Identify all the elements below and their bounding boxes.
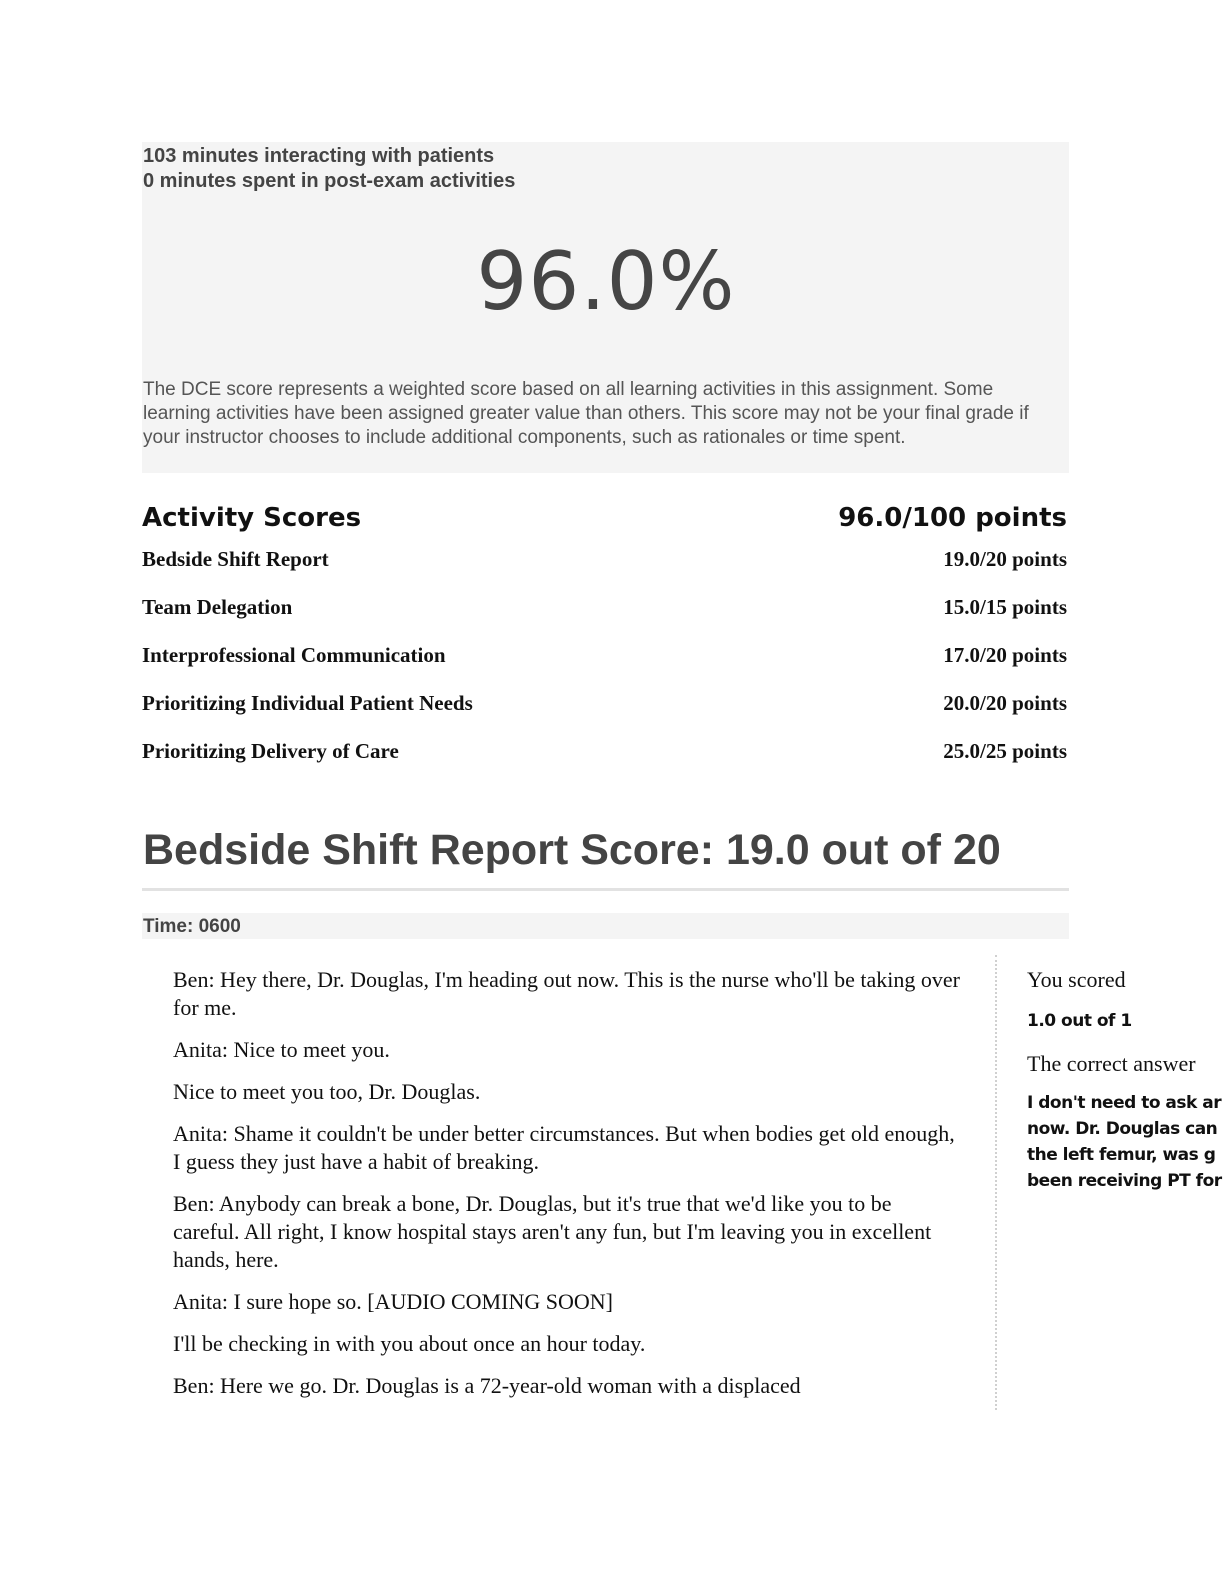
dialogue-line: Ben: Hey there, Dr. Douglas, I'm heading out now. This is the nurse who'll be taking over for me. <box>173 967 960 1020</box>
answer-feedback-panel <box>1027 966 1224 1194</box>
dialogue-line: Anita: Nice to meet you. <box>173 1037 390 1062</box>
activity-points: 19.0/20 points <box>943 547 1067 571</box>
activity-label: Bedside Shift Report <box>142 547 329 571</box>
dialogue-transcript <box>173 966 963 1414</box>
activity-row <box>142 689 1067 717</box>
time-interacting-text: 103 minutes interacting with patients <box>143 145 495 167</box>
dialogue-line: Ben: Here we go. Dr. Douglas is a 72-year-old woman with a displaced <box>173 1373 801 1398</box>
time-label: Time: 0600 <box>143 916 241 937</box>
activity-label: Team Delegation <box>142 595 293 619</box>
correct-answer-label: The correct answer <box>1027 1051 1196 1076</box>
correct-answer-line: the left femur, was g <box>1027 1145 1216 1165</box>
dialogue-line: Anita: I sure hope so. [AUDIO COMING SOON] <box>173 1289 613 1314</box>
activity-row <box>142 641 1067 669</box>
activity-label: Interprofessional Communication <box>142 643 446 667</box>
activity-scores-title: Activity Scores <box>142 503 362 533</box>
dialogue-line: Ben: Anybody can break a bone, Dr. Douglas, but it's true that we'd like you to be careful. All right, I know hospital stays aren't any fun, but I'm leaving you in excellent hands, here. <box>173 1191 932 1272</box>
activity-row <box>142 593 1067 621</box>
activity-points: 20.0/20 points <box>943 691 1067 715</box>
section-divider <box>142 888 1069 891</box>
overall-score: 96.0% <box>476 235 736 328</box>
score-description: The DCE score represents a weighted score based on all learning activities in this assignment. Some learning activities have been assigned greater value than others. This score may not be your final grade if your instructor chooses to include additional components, such as rationales or time spent. <box>143 379 1029 448</box>
dialogue-line: I'll be checking in with you about once an hour today. <box>173 1331 646 1356</box>
question-score: 1.0 out of 1 <box>1027 1011 1132 1031</box>
time-bar <box>142 913 1069 939</box>
activity-points: 15.0/15 points <box>943 595 1067 619</box>
section-title: Bedside Shift Report Score: 19.0 out of 20 <box>143 826 1001 874</box>
activity-points: 17.0/20 points <box>943 643 1067 667</box>
correct-answer-line: I don't need to ask ar <box>1027 1093 1222 1113</box>
column-divider <box>995 955 997 1410</box>
activity-scores-total: 96.0/100 points <box>838 503 1067 533</box>
correct-answer-line: been receiving PT for <box>1027 1171 1222 1191</box>
activity-label: Prioritizing Delivery of Care <box>142 739 399 763</box>
dialogue-line: Nice to meet you too, Dr. Douglas. <box>173 1079 481 1104</box>
dialogue-line: Anita: Shame it couldn't be under better circumstances. But when bodies get old enough, I guess they just have a habit of breaking. <box>173 1121 955 1174</box>
activity-label: Prioritizing Individual Patient Needs <box>142 691 473 715</box>
activity-points: 25.0/25 points <box>943 739 1067 763</box>
activity-row <box>142 737 1067 765</box>
you-scored-label: You scored <box>1027 967 1126 992</box>
activity-row <box>142 545 1067 573</box>
activity-scores-header <box>142 500 1067 536</box>
time-post-exam-text: 0 minutes spent in post-exam activities <box>143 170 516 192</box>
correct-answer-line: now. Dr. Douglas can <box>1027 1119 1218 1139</box>
